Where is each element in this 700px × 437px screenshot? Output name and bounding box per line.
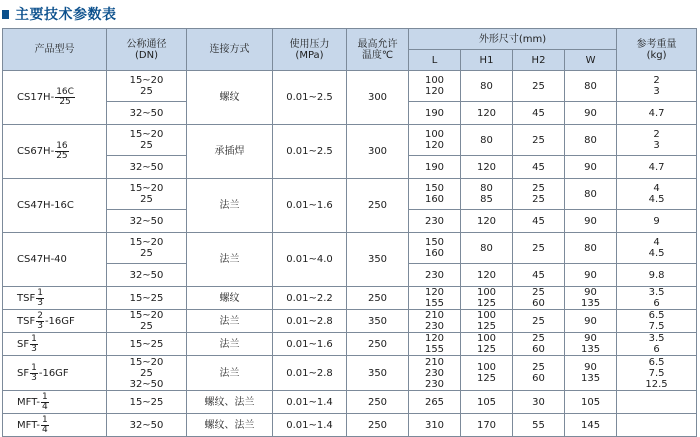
dim-W-cell: [565, 414, 617, 437]
dim-L-cell: [409, 333, 461, 356]
dim-H2-cell: [513, 264, 565, 287]
model-fraction: $\frac{1}{3}$: [37, 287, 43, 308]
dim-H2-cell-value: 45: [532, 215, 545, 227]
model-cell: [3, 356, 107, 391]
table-row: [3, 179, 697, 210]
dim-H2-cell-value: 60: [532, 373, 545, 384]
header-pressure: 使用压力 (MPa): [273, 29, 347, 71]
dim-H1-cell-value: 120: [476, 161, 497, 173]
dim-H2-cell: [513, 71, 565, 102]
table-row: [3, 333, 697, 356]
dim-W-cell-value: 145: [580, 419, 601, 431]
temperature-cell: 250: [347, 287, 409, 310]
dn-cell-value: 15~20: [129, 310, 164, 321]
dn-cell: [107, 264, 187, 287]
connection-cell: 螺纹、法兰: [187, 414, 273, 437]
connection-cell: 承插焊: [187, 125, 273, 179]
dim-L-cell: [409, 310, 461, 333]
dim-H2-cell-value: 25: [532, 315, 545, 327]
temperature-cell: 250: [347, 333, 409, 356]
temperature-cell: 300: [347, 125, 409, 179]
dim-H1-cell: [461, 310, 513, 333]
weight-cell: [617, 233, 697, 264]
dim-H1-cell-value: 80: [480, 242, 493, 254]
dim-H2-cell: [513, 156, 565, 179]
model-prefix: SF: [17, 367, 30, 379]
weight-cell: [617, 179, 697, 210]
weight-cell-value: 6: [653, 344, 660, 355]
spec-table: [2, 28, 697, 437]
dim-L-cell-value: 230: [424, 321, 445, 332]
model-suffix: -16GF: [38, 367, 69, 379]
weight-cell: [617, 356, 697, 391]
dim-W-cell-value: 90: [584, 107, 597, 119]
table-row: [3, 414, 697, 437]
dn-cell-value: 15~20: [129, 356, 164, 368]
dn-cell-value: 32~50: [129, 419, 164, 431]
temperature-cell: 350: [347, 233, 409, 287]
weight-cell-value: 2: [653, 75, 660, 86]
dim-H1-cell: [461, 287, 513, 310]
dim-W-cell-value: 135: [580, 344, 601, 355]
temperature-cell: 300: [347, 71, 409, 125]
weight-cell-value: 3.5: [648, 333, 665, 344]
weight-cell-value: 3: [653, 86, 660, 97]
table-row: [3, 356, 697, 391]
weight-cell-value: 6.5: [648, 310, 665, 321]
pressure-cell: 0.01~1.4: [273, 391, 347, 414]
dim-H1-cell-value: 125: [476, 298, 497, 309]
dim-L-cell-value: 210: [424, 356, 445, 368]
dim-H1-cell: [461, 233, 513, 264]
pressure-cell: 0.01~2.2: [273, 287, 347, 310]
dim-H1-cell: [461, 102, 513, 125]
dim-L-cell-value: 150: [424, 237, 445, 248]
model-prefix: TSF: [17, 315, 36, 327]
dim-H2-cell-value: 60: [532, 298, 545, 309]
model-cell: [3, 287, 107, 310]
weight-cell-value: 4: [653, 237, 660, 248]
header-dimensions: 外形尺寸(mm): [409, 29, 617, 50]
dim-H2-cell-value: 25: [532, 242, 545, 254]
dim-W-cell: [565, 287, 617, 310]
dim-L-cell-value: 150: [424, 183, 445, 194]
dn-cell-value: 32~50: [129, 215, 164, 227]
weight-cell: [617, 391, 697, 414]
temperature-cell: 250: [347, 414, 409, 437]
dim-L-cell-value: 160: [424, 248, 445, 259]
pressure-cell: 0.01~2.8: [273, 310, 347, 333]
dn-cell-value: 25: [140, 140, 153, 151]
dim-H1-cell-value: 125: [476, 344, 497, 355]
dim-L-cell: [409, 233, 461, 264]
connection-cell: 螺纹: [187, 71, 273, 125]
model-prefix: MFT-: [17, 396, 41, 408]
dim-L-cell: [409, 391, 461, 414]
dim-W-cell-value: 90: [584, 269, 597, 281]
dn-cell: [107, 179, 187, 210]
dim-W-cell: [565, 356, 617, 391]
dim-H1-cell: [461, 264, 513, 287]
model-prefix: CS47H-16C: [17, 200, 74, 211]
dim-H1-cell-value: 80: [480, 80, 493, 92]
dim-L-cell: [409, 414, 461, 437]
dn-cell-value: 25: [140, 248, 153, 259]
dim-H2-cell-value: 25: [532, 183, 545, 194]
dim-W-cell-value: 90: [584, 333, 597, 344]
dn-cell-value: 25: [140, 194, 153, 205]
temperature-cell: 250: [347, 179, 409, 233]
title-text: 主要技术参数表: [15, 7, 117, 23]
dim-H1-cell-value: 125: [476, 321, 497, 332]
pressure-cell: 0.01~2.5: [273, 71, 347, 125]
dim-H1-cell-value: 100: [476, 287, 497, 298]
dn-cell: [107, 233, 187, 264]
dim-L-cell-value: 100: [424, 75, 445, 86]
dim-H1-cell: [461, 391, 513, 414]
dim-W-cell: [565, 179, 617, 210]
dim-W-cell: [565, 333, 617, 356]
pressure-cell: 0.01~4.0: [273, 233, 347, 287]
header-temperature: 最高允许 温度℃: [347, 29, 409, 71]
dim-W-cell-value: 90: [584, 315, 597, 327]
model-fraction: $\frac{16C}{25}$: [56, 87, 74, 107]
dn-cell-value: 25: [140, 86, 153, 97]
dn-cell-value: 15~20: [129, 129, 164, 140]
dim-H1-cell-value: 125: [476, 373, 497, 384]
weight-cell-value: 9.8: [648, 269, 665, 281]
dim-H2-cell: [513, 210, 565, 233]
dim-H2-cell-value: 60: [532, 344, 545, 355]
pressure-cell: 0.01~2.8: [273, 356, 347, 391]
dim-W-cell-value: 90: [584, 215, 597, 227]
dn-cell-value: 32~50: [129, 107, 164, 119]
model-prefix: MFT-: [17, 419, 41, 431]
weight-cell: [617, 125, 697, 156]
dim-H1-cell: [461, 179, 513, 210]
dim-W-cell: [565, 233, 617, 264]
header-weight: 参考重量 (kg): [617, 29, 697, 71]
dim-L-cell-value: 120: [424, 86, 445, 97]
dim-H1-cell: [461, 333, 513, 356]
dim-H2-cell-value: 25: [532, 362, 545, 373]
dim-W-cell: [565, 391, 617, 414]
weight-cell: [617, 310, 697, 333]
dim-W-cell: [565, 156, 617, 179]
dn-cell: [107, 125, 187, 156]
table-row: [3, 233, 697, 264]
dn-cell-value: 32~50: [129, 161, 164, 173]
dim-H2-cell: [513, 179, 565, 210]
pressure-cell: 0.01~1.6: [273, 179, 347, 233]
dn-cell-value: 15~25: [129, 338, 164, 350]
dim-W-cell-value: 135: [580, 298, 601, 309]
dim-W-cell: [565, 310, 617, 333]
title-square-icon: [2, 10, 9, 19]
weight-cell-value: 4.7: [648, 107, 665, 119]
dim-H2-cell: [513, 414, 565, 437]
dim-L-cell: [409, 156, 461, 179]
dim-H2-cell: [513, 102, 565, 125]
dim-L-cell-value: 120: [424, 140, 445, 151]
dim-L-cell-value: 190: [424, 107, 445, 119]
dim-H1-cell-value: 80: [480, 134, 493, 146]
dim-L-cell: [409, 71, 461, 102]
header-H2: H2: [513, 50, 565, 71]
weight-cell: [617, 210, 697, 233]
dim-H1-cell-value: 100: [476, 333, 497, 344]
dn-cell: [107, 71, 187, 102]
dn-cell-value: 25: [140, 321, 153, 332]
dn-cell: [107, 287, 187, 310]
dim-L-cell: [409, 210, 461, 233]
dim-H1-cell-value: 80: [480, 183, 493, 194]
weight-cell-value: 4.7: [648, 161, 665, 173]
temperature-cell: 250: [347, 391, 409, 414]
dim-L-cell: [409, 125, 461, 156]
model-cell: [3, 310, 107, 333]
dim-W-cell-value: 105: [580, 396, 601, 408]
header-W: W: [565, 50, 617, 71]
dn-cell-value: 32~50: [129, 269, 164, 281]
weight-cell-value: 4.5: [648, 248, 665, 259]
dim-H2-cell-value: 55: [532, 419, 545, 431]
dim-W-cell: [565, 102, 617, 125]
dim-H2-cell-value: 45: [532, 107, 545, 119]
dim-L-cell-value: 160: [424, 194, 445, 205]
weight-cell-value: 7.5: [648, 367, 665, 379]
dn-cell: [107, 102, 187, 125]
model-prefix: CS17H-: [17, 92, 55, 103]
header-H1: H1: [461, 50, 513, 71]
model-cell: [3, 71, 107, 125]
weight-cell: [617, 287, 697, 310]
header-dn: 公称通径 (DN): [107, 29, 187, 71]
model-cell: [3, 391, 107, 414]
model-cell: [3, 333, 107, 356]
dim-H2-cell-value: 25: [532, 194, 545, 205]
model-prefix: TSF: [17, 292, 36, 304]
connection-cell: 法兰: [187, 356, 273, 391]
dim-L-cell-value: 265: [424, 396, 445, 408]
dim-H1-cell-value: 120: [476, 215, 497, 227]
dim-W-cell: [565, 125, 617, 156]
weight-cell: [617, 156, 697, 179]
weight-cell-value: 3: [653, 140, 660, 151]
dim-H2-cell: [513, 310, 565, 333]
dim-H2-cell-value: 45: [532, 269, 545, 281]
dim-H2-cell-value: 25: [532, 80, 545, 92]
dn-cell: [107, 391, 187, 414]
model-fraction: $\frac{1}{3}$: [31, 333, 37, 354]
dn-cell-value: 15~20: [129, 75, 164, 86]
dim-L-cell: [409, 287, 461, 310]
dim-H1-cell-value: 105: [476, 396, 497, 408]
dim-H2-cell-value: 25: [532, 134, 545, 146]
model-suffix: -16GF: [44, 315, 75, 327]
header-connection: 连接方式: [187, 29, 273, 71]
dim-L-cell-value: 310: [424, 419, 445, 431]
model-fraction: $\frac{1}{3}$: [31, 362, 37, 383]
dn-cell-value: 15~25: [129, 396, 164, 408]
dim-L-cell: [409, 179, 461, 210]
dim-H1-cell-value: 100: [476, 362, 497, 373]
dim-H1-cell: [461, 156, 513, 179]
dim-H2-cell: [513, 356, 565, 391]
weight-cell-value: 3.5: [648, 287, 665, 298]
dn-cell: [107, 210, 187, 233]
weight-cell-value: 7.5: [648, 321, 665, 332]
dim-H2-cell-value: 30: [532, 396, 545, 408]
dn-cell: [107, 356, 187, 391]
dim-H1-cell-value: 120: [476, 269, 497, 281]
dim-H1-cell-value: 85: [480, 194, 493, 205]
connection-cell: 螺纹: [187, 287, 273, 310]
dim-L-cell-value: 120: [424, 287, 445, 298]
dim-L-cell: [409, 264, 461, 287]
model-fraction: $\frac{1}{4}$: [42, 414, 48, 435]
pressure-cell: 0.01~1.4: [273, 414, 347, 437]
dim-W-cell: [565, 264, 617, 287]
dim-H1-cell: [461, 210, 513, 233]
page-title: [2, 5, 117, 23]
dn-cell: [107, 333, 187, 356]
dim-H2-cell: [513, 287, 565, 310]
header-model: 产品型号: [3, 29, 107, 71]
header-L: L: [409, 50, 461, 71]
weight-cell: [617, 264, 697, 287]
dim-L-cell-value: 230: [424, 378, 445, 390]
dim-L-cell-value: 210: [424, 310, 445, 321]
dim-W-cell-value: 80: [584, 80, 597, 92]
dim-H1-cell: [461, 356, 513, 391]
dim-L-cell-value: 230: [424, 367, 445, 379]
dim-L-cell-value: 155: [424, 298, 445, 309]
model-cell: [3, 233, 107, 287]
weight-cell-value: 4.5: [648, 194, 665, 205]
dim-L-cell-value: 230: [424, 269, 445, 281]
model-cell: [3, 414, 107, 437]
table-row: [3, 391, 697, 414]
dim-H1-cell-value: 100: [476, 310, 497, 321]
model-prefix: SF: [17, 338, 30, 350]
dim-L-cell-value: 100: [424, 129, 445, 140]
dim-W-cell: [565, 210, 617, 233]
weight-cell: [617, 71, 697, 102]
dim-W-cell: [565, 71, 617, 102]
connection-cell: 法兰: [187, 310, 273, 333]
dim-W-cell-value: 90: [584, 287, 597, 298]
dim-L-cell-value: 190: [424, 161, 445, 173]
dim-H2-cell: [513, 233, 565, 264]
dim-L-cell: [409, 102, 461, 125]
dn-cell-value: 15~25: [129, 292, 164, 304]
dim-H2-cell-value: 25: [532, 333, 545, 344]
dim-W-cell-value: 80: [584, 188, 597, 200]
dim-L-cell-value: 155: [424, 344, 445, 355]
weight-cell-value: 6: [653, 298, 660, 309]
weight-cell-value: 6.5: [648, 356, 665, 368]
dim-H2-cell: [513, 125, 565, 156]
weight-cell-value: 12.5: [645, 378, 668, 390]
connection-cell: 法兰: [187, 179, 273, 233]
dim-W-cell-value: 80: [584, 242, 597, 254]
model-cell: [3, 179, 107, 233]
dn-cell-value: 15~20: [129, 183, 164, 194]
dim-H1-cell: [461, 414, 513, 437]
model-fraction: $\frac{16}{25}$: [56, 141, 68, 161]
model-prefix: CS47H-40: [17, 254, 67, 265]
dim-H1-cell: [461, 71, 513, 102]
model-prefix: CS67H-: [17, 146, 55, 157]
dim-H1-cell-value: 120: [476, 107, 497, 119]
weight-cell-value: 2: [653, 129, 660, 140]
dim-H1-cell-value: 170: [476, 419, 497, 431]
model-cell: [3, 125, 107, 179]
pressure-cell: 0.01~2.5: [273, 125, 347, 179]
table-row: [3, 71, 697, 102]
connection-cell: 法兰: [187, 333, 273, 356]
dim-H1-cell: [461, 125, 513, 156]
dim-L-cell-value: 120: [424, 333, 445, 344]
model-fraction: $\frac{1}{4}$: [42, 391, 48, 412]
weight-cell-value: 4: [653, 183, 660, 194]
connection-cell: 法兰: [187, 233, 273, 287]
table-row: [3, 287, 697, 310]
table-row: [3, 310, 697, 333]
weight-cell: [617, 414, 697, 437]
dim-W-cell-value: 90: [584, 362, 597, 373]
dim-H2-cell-value: 25: [532, 287, 545, 298]
dim-L-cell-value: 230: [424, 215, 445, 227]
dim-W-cell-value: 135: [580, 373, 601, 384]
temperature-cell: 350: [347, 356, 409, 391]
dim-H2-cell: [513, 391, 565, 414]
dn-cell: [107, 156, 187, 179]
pressure-cell: 0.01~1.6: [273, 333, 347, 356]
dn-cell-value: 32~50: [129, 378, 164, 390]
dim-W-cell-value: 80: [584, 134, 597, 146]
dn-cell: [107, 310, 187, 333]
weight-cell-value: 9: [653, 215, 660, 227]
weight-cell: [617, 333, 697, 356]
dn-cell-value: 25: [140, 367, 153, 379]
dim-H2-cell: [513, 333, 565, 356]
temperature-cell: 350: [347, 310, 409, 333]
weight-cell: [617, 102, 697, 125]
dn-cell-value: 15~20: [129, 237, 164, 248]
dn-cell: [107, 414, 187, 437]
table-row: [3, 125, 697, 156]
connection-cell: 螺纹、法兰: [187, 391, 273, 414]
model-fraction: $\frac{2}{3}$: [37, 310, 43, 331]
dim-H2-cell-value: 45: [532, 161, 545, 173]
dim-W-cell-value: 90: [584, 161, 597, 173]
dim-L-cell: [409, 356, 461, 391]
